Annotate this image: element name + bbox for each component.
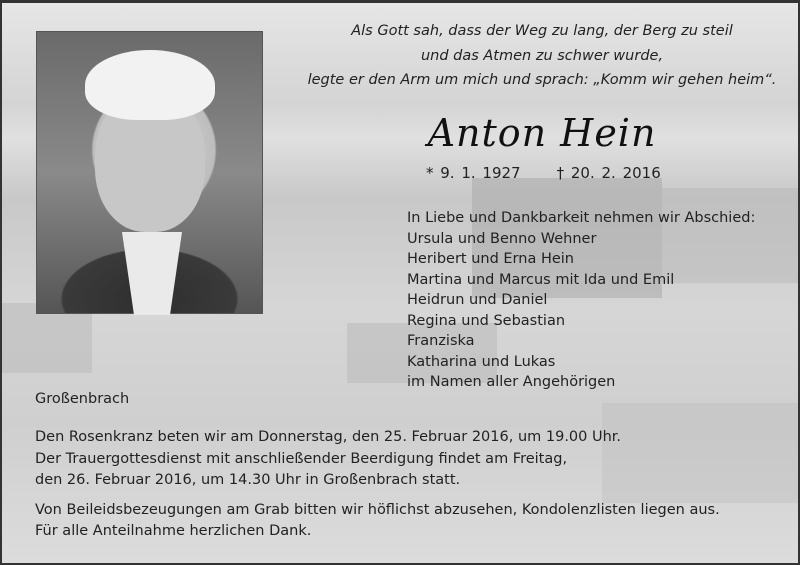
mourners-intro: In Liebe und Dankbarkeit nehmen wir Abschied: bbox=[407, 210, 756, 226]
deceased-name: Anton Hein bbox=[427, 111, 657, 155]
mourner: Martina und Marcus mit Ida und Emil bbox=[407, 271, 675, 288]
note-line: den 26. Februar 2016, um 14.30 Uhr in Großenbrach statt. bbox=[35, 472, 461, 488]
place-name: Großenbrach bbox=[35, 391, 130, 407]
note-line: Den Rosenkranz beten wir am Donnerstag, den 25. Februar 2016, um 19.00 Uhr. bbox=[35, 429, 622, 445]
mourner: Katharina und Lukas bbox=[407, 353, 556, 370]
note-line: Der Trauergottesdienst mit anschließender Beerdigung findet am Freitag, bbox=[35, 450, 568, 467]
death-date: † 20. 2. 2016 bbox=[556, 164, 661, 182]
poem-line: legte er den Arm um mich und sprach: „Komm wir gehen heim“. bbox=[307, 72, 777, 88]
poem-line: Als Gott sah, dass der Weg zu lang, der Berg zu steil bbox=[351, 23, 733, 39]
note-line: Von Beileidsbezeugungen am Grab bitten wir höflichst abzusehen, Kondolenzlisten liegen aus. bbox=[35, 501, 720, 518]
birth-date: * 9. 1. 1927 bbox=[426, 164, 521, 182]
mourner: Ursula und Benno Wehner bbox=[407, 230, 597, 247]
mourner: Heidrun und Daniel bbox=[407, 292, 548, 308]
mourner: Heribert und Erna Hein bbox=[407, 251, 574, 267]
mourners-list bbox=[407, 208, 755, 393]
mourners-closing: im Namen aller Angehörigen bbox=[407, 374, 616, 390]
poem-line: und das Atmen zu schwer wurde, bbox=[420, 48, 664, 64]
life-dates bbox=[426, 164, 697, 182]
portrait-photo bbox=[36, 31, 263, 314]
note-line: Für alle Anteilnahme herzlichen Dank. bbox=[35, 523, 312, 539]
mourner: Franziska bbox=[407, 333, 475, 349]
service-notes bbox=[35, 427, 720, 543]
mourner: Regina und Sebastian bbox=[407, 312, 566, 329]
